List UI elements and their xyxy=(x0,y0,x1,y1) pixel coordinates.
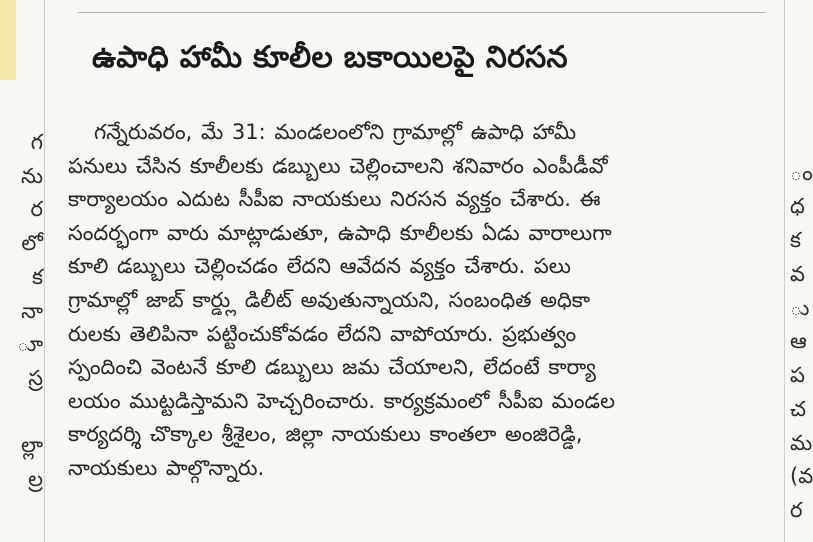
right-fragment: ఆ xyxy=(790,329,807,353)
article-line: లయం ముట్టడిస్తామని హెచ్చరించారు. కార్యక్రమంలో సీపీఐ మండల xyxy=(68,388,615,413)
article-body xyxy=(68,116,770,486)
left-fragment: ర xyxy=(30,197,43,221)
article-line: నాయకులు పాల్గొన్నారు. xyxy=(68,455,265,480)
article-line: గన్నేరువరం, మే 31: మండలంలోని గ్రామాల్లో ఉపాధి హామీ xyxy=(94,120,577,144)
article-line: సందర్భంగా వారు మాట్లాడుతూ, ఉపాధి కూలీలకు ఏడు వారాలుగా xyxy=(68,220,612,245)
right-fragment: ప xyxy=(790,363,805,387)
left-column-fragment xyxy=(0,0,44,542)
article-headline: ఉపాధి హామీ కూలీల బకాయిలపై నిరసన xyxy=(92,40,568,75)
right-fragment: ు xyxy=(790,296,810,320)
left-fragment: ను xyxy=(20,164,43,188)
left-column-rule xyxy=(44,0,45,542)
right-fragment: క xyxy=(790,228,801,252)
article-line: కార్యదర్శి చొక్కాల శ్రీశైలం, జిల్లా నాయకులు కాంతలా అంజిరెడ్డి, xyxy=(68,422,583,447)
article-line: గ్రామాల్లో జాబ్ కార్డ్లు డిలీట్ అవుతున్నాయని, సంబంధిత అధికా xyxy=(68,287,591,312)
left-fragment: నా xyxy=(21,299,43,323)
left-fragment: లో xyxy=(21,231,43,255)
left-fragment: క xyxy=(32,265,43,289)
article-line: రులకు తెలిపినా పట్టించుకోవడం లేదని వాపోయారు. ప్రభుత్వం xyxy=(68,321,577,346)
left-fragment: స్ర xyxy=(28,366,43,390)
right-fragment: వ xyxy=(790,262,805,286)
left-fragment: ల్ర xyxy=(28,467,43,491)
right-fragment: ధ xyxy=(790,194,805,218)
right-fragment: మ xyxy=(790,431,813,455)
article-line: కూలి డబ్బులు చెల్లించడం లేదని ఆవేదన వ్యక్తం చేశారు. పలు xyxy=(68,254,571,279)
left-color-tab xyxy=(0,0,16,80)
top-rule xyxy=(78,12,766,13)
right-fragment: ర xyxy=(790,498,803,522)
right-fragment: (వ xyxy=(790,464,813,488)
article-line: పనులు చేసిన కూలీలకు డబ్బులు చెల్లించాలని శనివారం ఎంపీడీవో xyxy=(68,153,608,178)
left-fragment: ూ xyxy=(16,332,43,356)
right-column-rule xyxy=(784,0,785,542)
right-fragment: చ xyxy=(790,397,806,421)
article-line: స్పందించి వెంటనే కూలి డబ్బులు జమ చేయాలని, లేదంటే కార్యా xyxy=(68,355,596,380)
left-fragment: గ xyxy=(30,130,43,154)
left-fragment: ల్లా xyxy=(21,433,43,457)
right-column-fragment xyxy=(790,0,813,542)
article-line: కార్యాలయం ఎదుట సీపీఐ నాయకులు నిరసన వ్యక్తం చేశారు. ఈ xyxy=(68,187,601,212)
right-fragment: ం xyxy=(790,161,813,185)
